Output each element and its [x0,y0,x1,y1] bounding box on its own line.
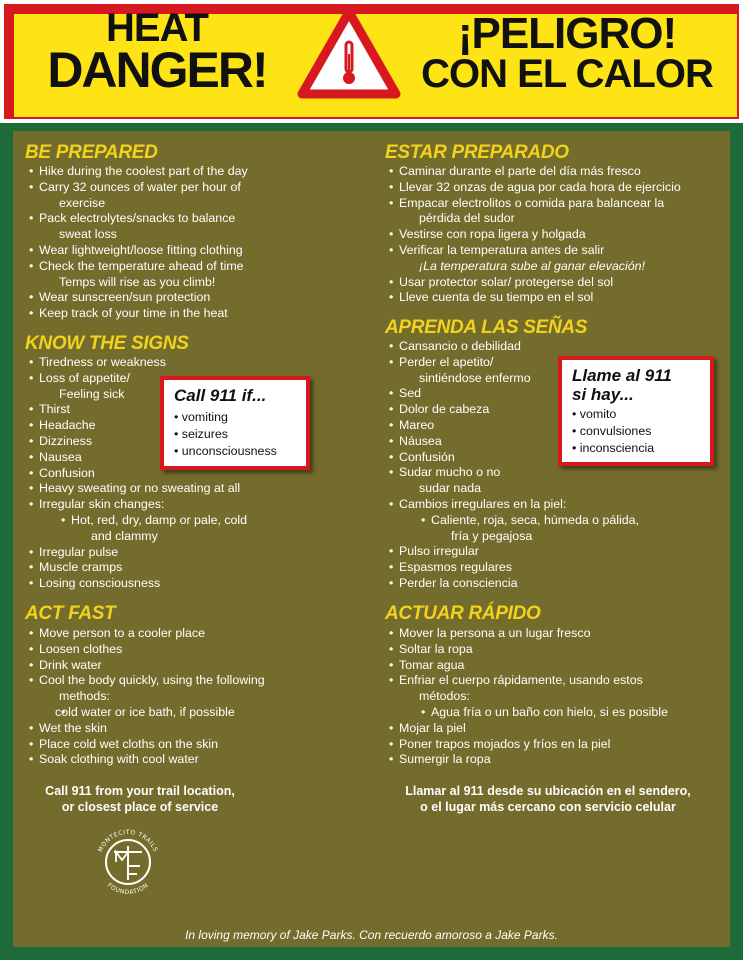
list-act-fast [29,626,349,768]
heading-actuar-rapido: ACTUAR RÁPIDO [385,603,541,624]
list-item: • Caminar durante el parte del día más fresco [389,164,729,180]
list-item: • Agua fría o un baño con hielo, si es posible [389,705,729,721]
list-item: • Place cold wet cloths on the skin [29,737,349,753]
list-item: • Thirst [29,402,349,418]
list-item: • Verificar la temperatura antes de salir ¡La temperatura sube al ganar elevación! [389,243,729,275]
list-item: • Tomar agua [389,658,729,674]
llame-911-box [558,356,714,466]
list-item: • Sed [389,386,729,402]
list-item: • convulsiones [572,423,700,440]
call-911-trail-note: Call 911 from your trail location, or closest place of service [45,784,235,814]
list-item: • Wet the skin [29,721,349,737]
list-item: • Usar protector solar/ protegerse del sol [389,275,729,291]
list-item: • unconsciousness [174,443,296,460]
title-es-line1: ¡PELIGRO! [457,9,677,58]
list-item: • Poner trapos mojados y fríos en la piel [389,737,729,753]
list-item: • Cool the body quickly, using the following methods: [29,673,349,705]
list-item: • Perder el apetito/ sintiéndose enfermo [389,355,729,387]
thermometer-warning-icon [296,6,402,100]
heading-be-prepared: BE PREPARED [25,142,158,163]
list-item: • Mover la persona a un lugar fresco [389,626,729,642]
call-911-title: Call 911 if... [174,386,267,405]
list-item: • inconsciencia [572,440,700,457]
list-item: • Losing consciousness [29,576,349,592]
list-item: • Mojar la piel [389,721,729,737]
list-item: • Vestirse con ropa ligera y holgada [389,227,729,243]
heading-know-the-signs: KNOW THE SIGNS [25,333,189,354]
list-item: • Move person to a cooler place [29,626,349,642]
title-en-line1: HEAT [106,6,208,50]
list-item: • Soak clothing with cool water [29,752,349,768]
list-item: • Nausea [29,450,349,466]
heading-act-fast: ACT FAST [25,603,116,624]
list-item: • Pack electrolytes/snacks to balance sweat loss [29,211,349,243]
list-item: • Tiredness or weakness [29,355,349,371]
heading-estar-preparado: ESTAR PREPARADO [385,142,569,163]
list-item: • Llevar 32 onzas de agua por cada hora de ejercicio [389,180,729,196]
montecito-trails-foundation-logo [88,822,168,902]
list-item: • Sumergir la ropa [389,752,729,768]
list-item: • Irregular pulse [29,545,349,561]
list-item: • Hot, red, dry, damp or pale, cold and clammy [29,513,349,545]
list-item: • Lleve cuenta de su tiempo en el sol [389,290,729,306]
list-item: • Náusea [389,434,729,450]
list-item: • Enfriar el cuerpo rápidamente, usando estos métodos: [389,673,729,705]
list-item: • Confusion [29,466,349,482]
list-item: • vomito [572,406,700,423]
banner [0,0,743,123]
title-english [12,6,302,98]
list-item: • cold water or ice bath, if possible [29,705,349,721]
list-item: • Hike during the coolest part of the day [29,164,349,180]
list-item: • Irregular skin changes: [29,497,349,513]
call-911-list [174,409,296,460]
list-item: • Pulso irregular [389,544,729,560]
call-911-box [160,376,310,470]
list-item: • Soltar la ropa [389,642,729,658]
list-item: • Perder la consciencia [389,576,729,592]
list-item: • Mareo [389,418,729,434]
list-item: • Sudar mucho o no sudar nada [389,465,729,497]
title-es-line2: CON EL CALOR [421,52,713,97]
list-item: • Keep track of your time in the heat [29,306,349,322]
list-item: • Caliente, roja, seca, húmeda o pálida, fría y pegajosa [389,513,729,545]
list-item: • Dolor de cabeza [389,402,729,418]
list-item: • Muscle cramps [29,560,349,576]
list-item: • Wear sunscreen/sun protection [29,290,349,306]
title-spanish [402,9,732,97]
heading-aprenda-las-senas: APRENDA LAS SEÑAS [385,317,588,338]
list-item: • Heavy sweating or no sweating at all [29,481,349,497]
list-be-prepared [29,164,349,322]
list-item: • seizures [174,426,296,443]
svg-text:MONTECITO TRAILS: MONTECITO TRAILS [97,828,159,854]
list-item: • Loss of appetite/ Feeling sick [29,371,349,403]
list-actuar-rapido [389,626,729,768]
llame-911-list [572,406,700,457]
list-item: • Headache [29,418,349,434]
list-item: • Espasmos regulares [389,560,729,576]
memorial-note: In loving memory of Jake Parks. Con recuerdo amoroso a Jake Parks. [185,928,558,942]
list-item: • Wear lightweight/loose fitting clothing [29,243,349,259]
list-item: • Check the temperature ahead of time Temps will rise as you climb! [29,259,349,291]
list-item: • Drink water [29,658,349,674]
svg-text:FOUNDATION: FOUNDATION [105,881,151,897]
list-estar-preparado [389,164,729,306]
list-item: • vomiting [174,409,296,426]
list-item: • Cansancio o debilidad [389,339,729,355]
list-item: • Empacar electrolitos o comida para balancear la pérdida del sudor [389,196,729,228]
llame-911-title-line2: si hay... [572,385,634,404]
list-item: • Dizziness [29,434,349,450]
llame-911-title-line1: Llame al 911 [572,366,672,385]
list-item: • Carry 32 ounces of water per hour of exercise [29,180,349,212]
list-item: • Confusión [389,450,729,466]
llamar-911-sendero-note: Llamar al 911 desde su ubicación en el sendero, o el lugar más cercano con servicio celular [405,784,691,814]
list-item: • Cambios irregulares en la piel: [389,497,729,513]
list-item: • Loosen clothes [29,642,349,658]
title-en-line2: DANGER! [47,41,267,98]
